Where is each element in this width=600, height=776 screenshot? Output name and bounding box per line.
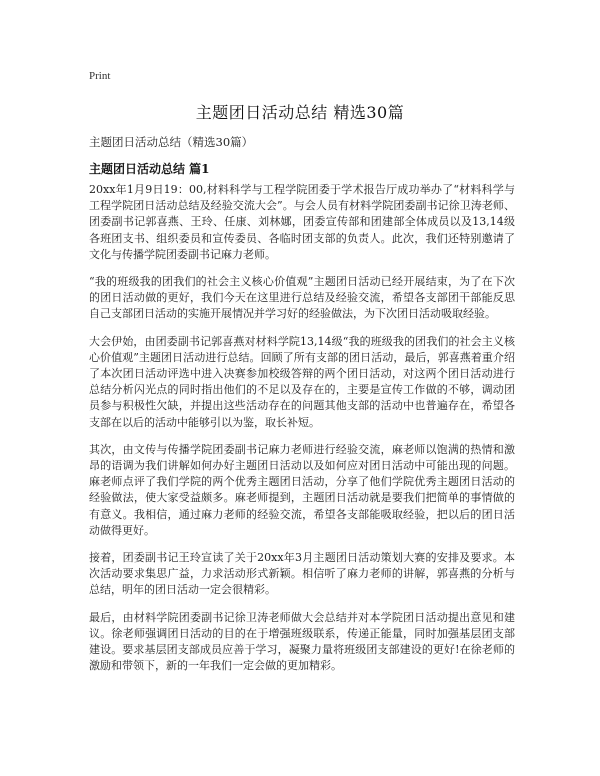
paragraph-2: “我的班级我的团我们的社会主义核心价值观”主题团日活动已经开展结束，为了在下次的团日活动做的更好，我们今天在这里进行总结及经验交流，希望各支部团干部能反思自己支部团日活动的实施开展情况并学习好的经验做法，为下次团日活动吸取经验。 — [89, 275, 515, 321]
paragraph-1: 20xx年1月9日19：00,材料科学与工程学院团委于学术报告厅成功举办了“材料科学与工程学院团日活动总结及经验交流大会”。与会人员有材料学院团委副书记徐卫涛老师、团委副书记郭喜燕、王玲、任康、刘林娜，团委宣传部和团建部全体成员以及13,14级各班团支书、组织委员和宣传委员、各临时团支部的负责人。此次，我们还特别邀请了文化与传播学院团委副书记麻力老师。 — [89, 183, 515, 261]
paragraph-4: 其次，由文传与传播学院团委副书记麻力老师进行经验交流，麻老师以饱满的热情和激昂的语调为我们讲解如何办好主题团日活动以及如何应对团日活动中可能出现的问题。麻老师点评了我们学院的两个优秀主题团日活动，分享了他们学院优秀主题团日活动的经验做法，使大家受益颇多。麻老师提到，主题团日活动就是要我们把简单的事情做的有意义。我相信，通过麻力老师的经验交流，希望各支部能吸取经验，把以后的团日活动做得更好。 — [89, 442, 515, 537]
print-label: Print — [89, 70, 111, 82]
document-title: 主题团日活动总结 精选30篇 — [195, 103, 405, 122]
document-subtitle: 主题团日活动总结（精选30篇） — [89, 135, 254, 149]
paragraph-6: 最后，由材料学院团委副书记徐卫涛老师做大会总结并对本学院团日活动提出意见和建议。徐老师强调团日活动的目的在于增强班级联系，传递正能量，同时加强基层团支部建设。要求基层团支部成员应善于学习，凝聚力量将班级团支部建设的更好!在徐老师的激励和带领下，新的一年我们一定会做的更加精彩。 — [89, 610, 515, 673]
document-body — [89, 182, 515, 685]
paragraph-3: 大会伊始，由团委副书记郭喜燕对材料学院13,14级“我的班级我的团我们的社会主义核心价值观”主题团日活动进行总结。回顾了所有支部的团日活动，最后，郭喜燕着重介绍了本次团日活动评选中进入决赛参加校级答辩的两个团日活动，对这两个团日活动进行总结分析闪光点的同时指出他们的不足以及存在的，主要是宣传工作做的不够，调动团员参与积极性欠缺，并提出这些活动存在的问题其他支部的活动中也普遍存在，希望各支部在以后的活动中能够引以为鉴，取长补短。 — [89, 334, 515, 429]
paragraph-5: 接着，团委副书记王玲宣读了关于20xx年3月主题团日活动策划大赛的安排及要求。本次活动要求集思广益，力求活动形式新颖。相信听了麻力老师的讲解，郭喜燕的分析与总结，明年的团日活动一定会很精彩。 — [89, 551, 515, 597]
section-heading: 主题团日活动总结 篇1 — [89, 162, 210, 176]
